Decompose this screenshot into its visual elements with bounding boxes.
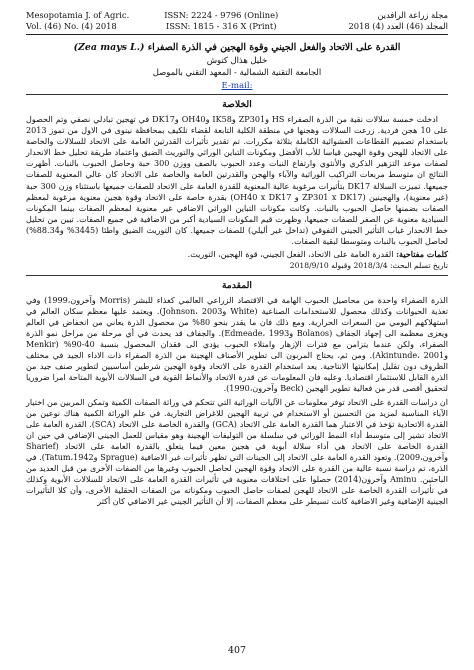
journal-name-ar: مجلة زراعة الرافدين — [377, 10, 448, 20]
author-affiliation: الجامعة التقنية الشمالية - المعهد التقني بالموصل — [152, 67, 322, 77]
author-email-link[interactable]: E-mail: — [221, 81, 253, 91]
keywords — [26, 249, 448, 260]
running-header-row-2 — [26, 21, 448, 32]
abstract-heading: الخلاصة — [222, 99, 252, 110]
abstract-body: ادخلت خمسة سلالات نقية من الذرة الصفراء HS وZP301 وIK58 وOH40 وDK17 في تهجين تبادلي نصفي وتم الحصول على 10 هجن فردية. زرعت السلالات وهجنها في منطقة الكلية التابعة لقضاء تلكيف بمحافظة نينوى في الاول من تموز 2013 باستخدام تصميم القطاعات العشوائية الكاملة بثلاثة مكررات. تم تقدير تأثيرات القدرتين العامة على الاتحاد للسلالات والخاصة على الاتحاد للهجن وقوة الهجين قياسا للأب الأفضل ومكونات التباين الوراثي والتوريث الضيق واعتماد طريقة تحليل خط الانحدار لصفات موعد التزهير الذكري والأنثوي وارتفاع النبات وعدد الحبوب بالصف ووزن 300 حبة وحاصل الحبوب بالنبات. أظهرت النتائج ان متوسط مربعات التراكيب الوراثية والآباء والهجن والقدرتين العامة والخاصة على الاتحاد كان عالي المعنوية للصفات جميعها. تميزت السلالة DK17 بتأثيرات مرغوبة عالية المعنوية للقدرة العامة على الاتحاد للصفات جميعها باستثناء وزن 300 حبة (غير معنوية)، والهجينين (ZP301 x DK17 و OH40 x DK17) بقدرة خاصة على الاتحاد وقوة هجين معنوية مرغوبة لمعظم الصفات بضمنها حاصل الحبوب بالنبات. وكانت مكونات التباين الوراثي الاضافي غير معنوية لمعظم الصفات بينما المكونات السيادية معنوية عن الصفر للصفات جميعها، وظهرت قيم المكونات السيادية أكبر من الاضافية في جميع الصفات. تبين من تحليل خط الانحدار غياب التأثير الجيني التفوقي (تداخل غير أليلي) للصفات جميعها. كان التوريث الضيق واطئا (3445% و88.34%) لحاصل الحبوب بالنبات ومتوسطا لبقية الصفات. — [26, 115, 448, 247]
intro-paragraph-2: ان دراسات القدرة على الاتحاد توفر معلومات عن الآليات الوراثية التي تتحكم في وراثة الصفات الكمية وتمكن المربين من اختيار الآباء المناسبة لمزيد من التحسين أو الاستخدام في تربية الهجين للاغراض التجارية. في علم الوراثة الكمية هناك نوعين من القدرة الاتحادية تؤخذ في الاعتبار هما القدرة العامة على الاتحاد (GCA) والقدرة الخاصة على الاتحاد (SCA). القدرة العامة على الاتحاد تشير إلى متوسط أداء النمط الوراثي في سلسلة من التوليفات الهجينة وهو مقياس للعمل الجيني الإضافي في حين ان القدرة الخاصة على الاتحاد هي أداء سلالة أبوية في هجين معين فيما يتعلق بالقدرة العامة على الاتحاد (Sharief وآخرون،2009). وتعود القدرة العامة على الاتحاد إلى الجينات التي تظهر تأثيرات غير الاضافية (Sprague وTatum،1942). في الذرة، تم دراسة نسبة عالية من القدرة على الاتحاد وقوة الهجين لحاصل الحبوب وغيرها من الصفات الأخرى من قبل العديد من الباحثين. Aminu وآخرون(2014) حصلوا على اختلافات معنوية في تأثيرات القدرة العامة على الاتحاد للسلالات الأبوية وكذلك في تأثيرات القدرة الخاصة على الاتحاد للهجن لصفات حاصل الحبوب ومكوناته من الصفات الحقلية الأخرى، وأن كلا التأثيرات الجينية الإضافية وغير الاضافية كانت تسيطر على معظم الصفات، إلا أن التأثير الجيني غير الاضافي كان أكثر — [26, 397, 449, 507]
keywords-list: القدرة العامة على الاتحاد، الفعل الجيني، قوة الهجين، التوريث. — [187, 250, 394, 260]
article-title-ar: القدرة على الاتحاد والفعل الجيني وقوة الهجين في الذرة الصفراء — [147, 42, 401, 53]
intro-divider — [26, 275, 448, 276]
intro-paragraph-1: الذرة الصفراء واحدة من محاصيل الحبوب الهامة في الاقتصاد الزراعي العالمي كغذاء للبشر (Morris وآخرون،1999) وفي تغذية الحيوانات وكذلك محصول للاستخدامات الصناعية (White وJohnson، 2003). ويعتمد عليها معظم سكان العالم في استهلاكهم اليومي من السعرات الحرارية. ومع ذلك فان ما يقدر بنحو 80% من محصول الذرة يعاني من انخفاض في العالم ويعزى معظمه الى إجهاد الجفاف (Bolanos وEdmeade، 1993). والجفاف قد يحدث في أي مرحلة من مراحل نمو الذرة الصفراء، ولكن عندما يتزامن مع فترات الإزهار وامتلاء الحبوب يؤدي الى فقدان المحصول بنسبة 40-90% (Menkir وAkintunde، 2001). ومن ثم، يحتاج المربون الى تطوير الأصناف الهجينة من الذرة الصفراء ذات الاداء الجيد في مختلف الظروف دون تقليل إمكانيتها الانتاجية. يعد استخدام القدرة على الاتحاد وقوة الهجين شرطين أساسيين لتطوير صنف جيد من الذرة القابل للاستثمار اقتصاديا. وعليه فان المعلومات عن قدرة الاتحاد والأنماط القوية في السلالات الأبوية المتاحة امرا ضروريا لتحقيق أقصى قدر من فعالية تطوير الهجين (Beck وآخرون،1990). — [26, 295, 449, 394]
header-divider — [26, 34, 448, 35]
article-title — [26, 41, 448, 54]
issn-print: ISSN: 1815 - 316 X (Print) — [165, 21, 277, 31]
page-number: 407 — [228, 645, 246, 656]
volume-ar: المجلد (46) العدد (4) 2018 — [348, 21, 448, 31]
journal-name-en: Mesopotamia J. of Agric. — [26, 10, 130, 20]
issn-online: ISSN: 2224 - 9796 (Online) — [164, 10, 279, 20]
received-accepted-dates: تاريخ تسلم البحث: 2018/3/4 وقبوله 2018/9/10 — [289, 261, 448, 271]
author-name: خليل هذال كتوش — [206, 55, 268, 65]
article-title-species: (Zea mays L.) — [73, 42, 145, 53]
intro-heading: المقدمة — [222, 279, 252, 291]
volume-en: Vol. (46) No. (4) 2018 — [26, 21, 117, 31]
running-header-row-1 — [26, 10, 448, 21]
keywords-label: كلمات مفتاحية: — [396, 249, 448, 260]
abstract-divider — [26, 94, 448, 95]
